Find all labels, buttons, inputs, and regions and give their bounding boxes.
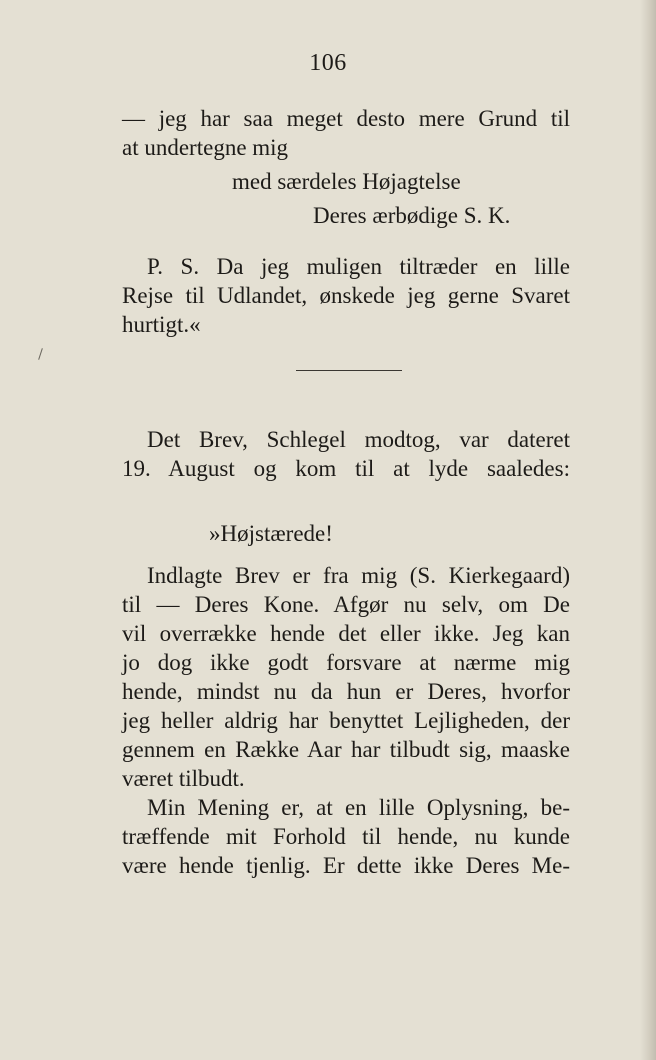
postscript-line-2: Rejse til Udlandet, ønskede jeg gerne Svaret <box>122 283 570 308</box>
letter-line-10: træffende mit Forhold til hende, nu kunde <box>122 824 570 849</box>
letter-line-2: til — Deres Kone. Afgør nu selv, om De <box>122 592 570 617</box>
letter-line-5: hende, mindst nu da hun er Deres, hvorfor <box>122 679 570 704</box>
letter-line-9: Min Mening er, at en lille Oplysning, be- <box>147 795 570 820</box>
letter-line-8: været tilbudt. <box>122 766 245 791</box>
letter-salutation: »Højstærede! <box>209 521 333 546</box>
page-number: 106 <box>309 50 347 76</box>
letter-line-7: gennem en Række Aar har tilbudt sig, maaske <box>122 737 570 762</box>
letter-line-3: vil overrække hende det eller ikke. Jeg kan <box>122 621 570 646</box>
letter-line-1: Indlagte Brev er fra mig (S. Kierkegaard) <box>147 563 570 588</box>
postscript-line-3: hurtigt.« <box>122 312 201 337</box>
page-edge-shadow <box>640 0 656 1060</box>
text-line-1: — jeg har saa meget desto mere Grund til <box>122 106 570 131</box>
text-line-9: 19. August og kom til at lyde saaledes: <box>122 456 570 481</box>
section-divider <box>296 370 402 371</box>
closing-salutation: med særdeles Højagtelse <box>232 169 461 194</box>
letter-line-11: være hende tjenlig. Er dette ikke Deres Me- <box>122 853 570 878</box>
signature-line: Deres ærbødige S. K. <box>313 203 511 228</box>
text-line-2: at undertegne mig <box>122 135 289 160</box>
letter-line-4: jo dog ikke godt forsvare at nærme mig <box>122 650 570 675</box>
postscript-line-1: P. S. Da jeg muligen tiltræder en lille <box>147 254 570 279</box>
text-line-8: Det Brev, Schlegel modtog, var dateret <box>147 427 570 452</box>
stray-ink-mark <box>38 348 43 360</box>
letter-line-6: jeg heller aldrig har benyttet Lejligheden, der <box>122 708 570 733</box>
